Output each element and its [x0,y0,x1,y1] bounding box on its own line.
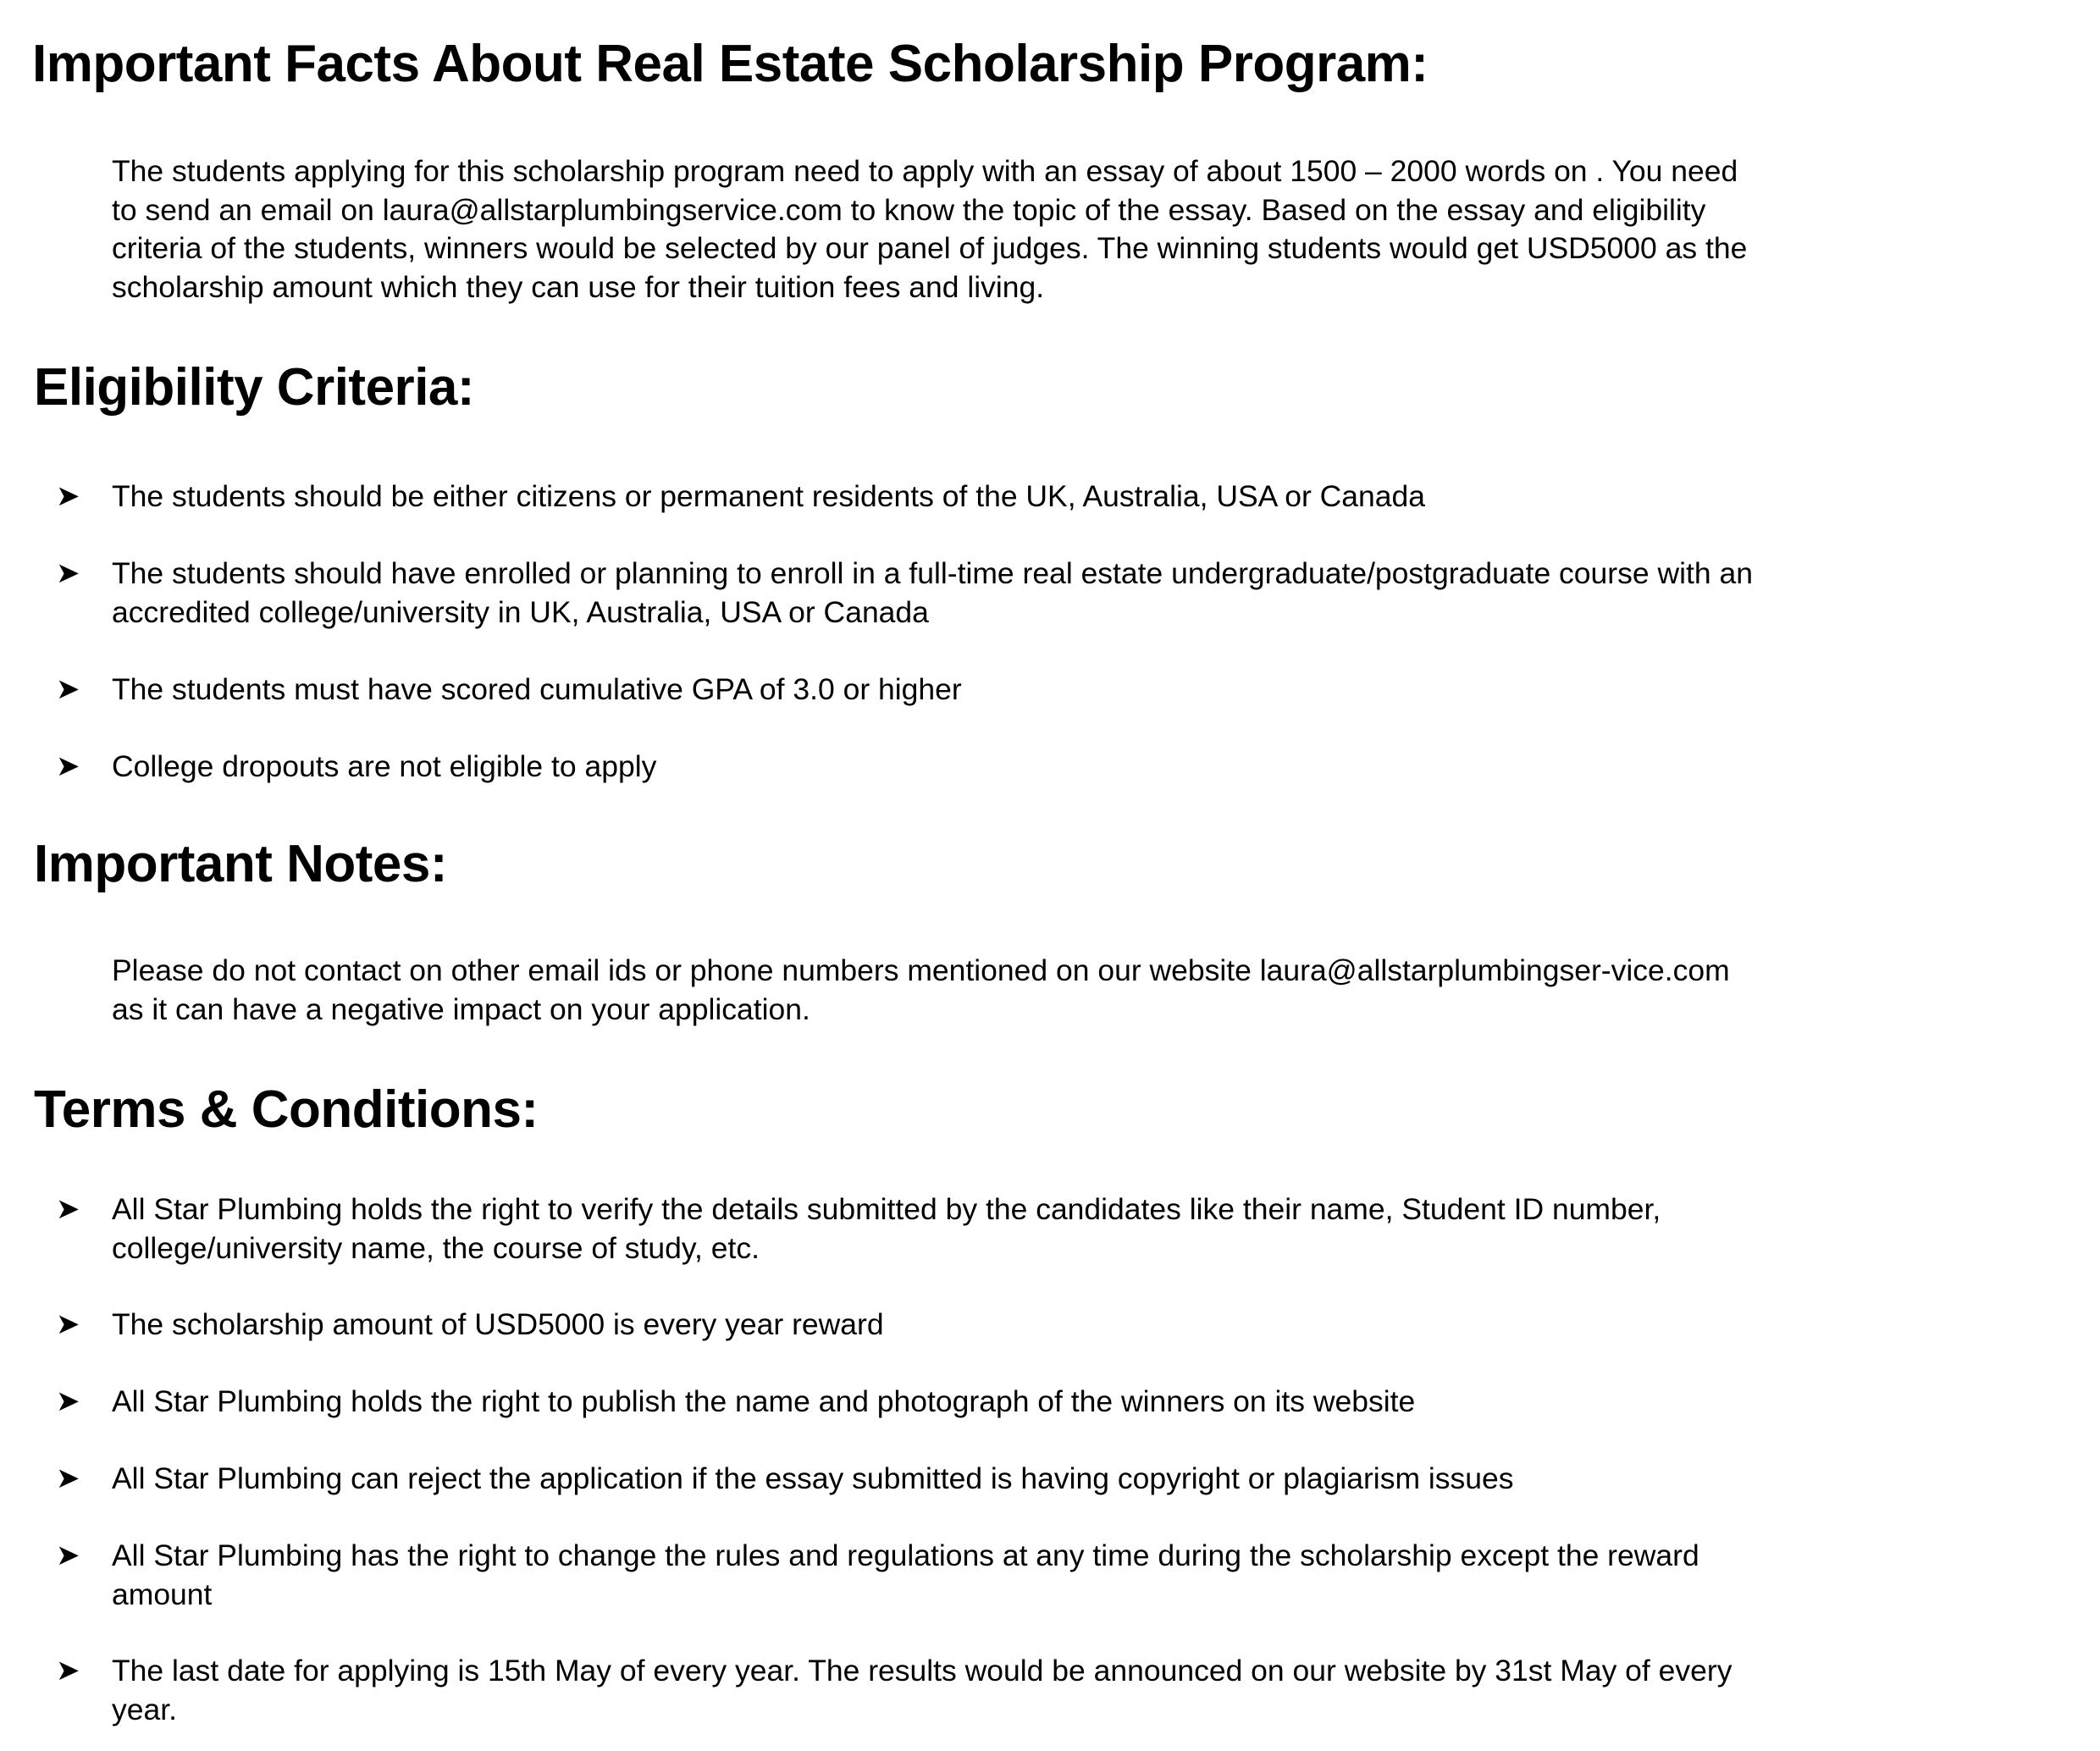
list-item-text: The scholarship amount of USD5000 is every year reward [112,1307,884,1341]
arrowhead-bullet-icon: ➤ [56,557,80,589]
arrowhead-bullet-icon: ➤ [56,1462,80,1494]
arrowhead-bullet-icon: ➤ [56,1193,80,1225]
arrowhead-bullet-icon: ➤ [56,1308,80,1340]
notes-paragraph: Please do not contact on other email ids or phone numbers mentioned on our website laura@allstarplumbingser-vice.com as it can have a negative impact on your application. [112,953,1730,1026]
arrowhead-bullet-icon: ➤ [56,750,80,782]
list-item-text: All Star Plumbing can reject the application if the essay submitted is having copyright or plagiarism issues [112,1461,1514,1495]
list-item-text: All Star Plumbing holds the right to publish the name and photograph of the winners on its website [112,1384,1416,1418]
list-item-text: The students should have enrolled or planning to enroll in a full-time real estate undergraduate/postgraduate course with an accredited college/university in UK, Australia, USA or Canada [112,556,1753,629]
facts-heading: Important Facts About Real Estate Scholarship Program: [32,35,1429,93]
list-item-text: All Star Plumbing holds the right to verify the details submitted by the candidates like their name, Student ID number, college/university name, the course of study, etc. [112,1192,1661,1265]
list-item-text: The students must have scored cumulative GPA of 3.0 or higher [112,672,962,706]
arrowhead-bullet-icon: ➤ [56,480,80,512]
arrowhead-bullet-icon: ➤ [56,1654,80,1687]
list-item-text: All Star Plumbing has the right to change the rules and regulations at any time during the scholarship except the reward amount [112,1538,1699,1611]
list-item-text: The students should be either citizens or permanent residents of the UK, Australia, USA or Canada [112,479,1426,513]
notes-heading: Important Notes: [34,835,447,893]
arrowhead-bullet-icon: ➤ [56,1385,80,1417]
arrowhead-bullet-icon: ➤ [56,1539,80,1571]
arrowhead-bullet-icon: ➤ [56,673,80,705]
list-item-text: The last date for applying is 15th May of every year. The results would be announced on our website by 31st May of every year. [112,1654,1732,1726]
facts-paragraph: The students applying for this scholarship program need to apply with an essay of about 1500 – 2000 words on . You need to send an email on laura@allstarplumbingservice.com to know the topic of the essay. Based on the essay and eligibility criteria of the students, winners would be selected by our panel of judges. The winning students would get USD5000 as the scholarship amount which they can use for their tuition fees and living. [112,154,1748,304]
terms-heading: Terms & Conditions: [34,1080,539,1139]
eligibility-heading: Eligibility Criteria: [34,358,475,417]
list-item-text: College dropouts are not eligible to apply [112,749,657,783]
